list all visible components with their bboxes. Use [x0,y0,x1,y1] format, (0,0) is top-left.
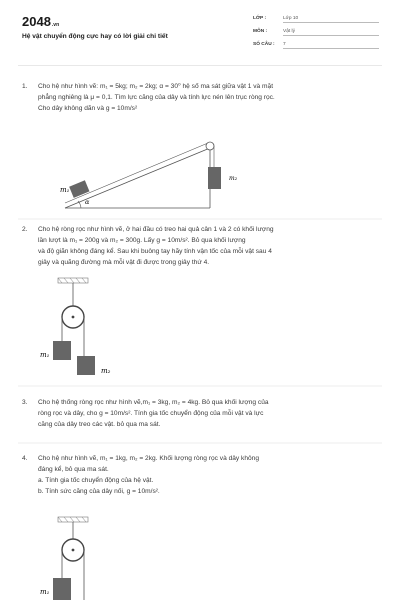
question-number: 4. [22,455,28,462]
block-m2 [208,167,221,189]
site-logo[interactable]: 2048.vn [22,14,60,29]
block-m2 [77,356,95,375]
rope-1 [65,143,208,203]
question-line: Cho dây không dãn và g = 10m/s² [38,105,138,112]
question-text [38,397,378,430]
question-line: và độ giãn không đáng kể. Sau khi buông tay hãy tính vận tốc của mỗi vật sau 4 [38,248,272,255]
question-line: Cho hệ ròng rọc như hình vẽ, ở hai đầu có treo hai quả cân 1 và 2 có khối lượng [38,226,274,233]
pulley-figure-2 [40,278,111,375]
question-text [38,453,378,497]
question-line: giây và quãng đường mà mỗi vật đi được trong giây thứ 4. [38,259,210,266]
question-line: b. Tính sức căng của dây nối, g = 10m/s². [38,488,160,495]
block-m1 [53,341,71,360]
question-number: 3. [22,399,28,406]
question-line: đáng kể, bỏ qua ma sát. [38,466,109,473]
question-line: a. Tính gia tốc chuyển động của hệ vật. [38,477,154,484]
meta-subject-value: Vật lý [283,29,379,36]
question-text [38,224,378,268]
label-m1: m₁ [40,351,50,359]
question-line: Cho hệ thống ròng rọc như hình vẽ,m₁ = 3kg, m₂ = 4kg. Bỏ qua khối lượng của [38,399,269,406]
block-m1 [53,578,71,600]
meta-class-value: Lớp 10 [283,16,379,23]
question-line: ròng rọc và dây, cho g = 10m/s². Tính gia tốc chuyển động của mỗi vật và lực [38,410,264,417]
page-title: Hệ vật chuyển động cực hay có lời giải chi tiết [22,33,168,40]
label-m1: m₁ [40,588,50,596]
question-number: 2. [22,226,28,233]
meta-count-value: 7 [283,42,379,49]
label-alpha: α [85,198,90,206]
question-line: lần lượt là m₁ = 200g và m₂ = 300g. Lấy g = 10m/s². Bỏ qua khối lượng [38,237,246,244]
block-m1 [69,180,89,198]
label-m2: m₂ [101,367,111,375]
meta-class-label: LỚP : [253,16,267,21]
question-line: Cho hệ như hình vẽ: m₁ = 5kg; m₂ = 2kg; α = 30⁰ hệ số ma sát giữa vật 1 và mặt [38,83,274,90]
label-m1: m₁ [60,186,70,194]
label-m2: m₂ [229,175,238,182]
question-line: căng của dây treo các vật. bỏ qua ma sát. [38,421,161,428]
question-line: Cho hệ như hình vẽ, m₁ = 1kg, m₂ = 2kg. Khối lượng ròng rọc và dây không [38,455,260,462]
meta-count-label: SỐ CÂU : [253,42,275,47]
incline-figure [60,142,238,208]
meta-subject-label: MÔN : [253,29,268,34]
pulley-icon [206,142,214,150]
pulley-figure-4 [40,517,88,600]
question-line: phẳng nghiêng là μ = 0,1. Tìm lực căng của dây và tính lực nén lên trục ròng rọc. [38,94,275,101]
question-number: 1. [22,83,28,90]
